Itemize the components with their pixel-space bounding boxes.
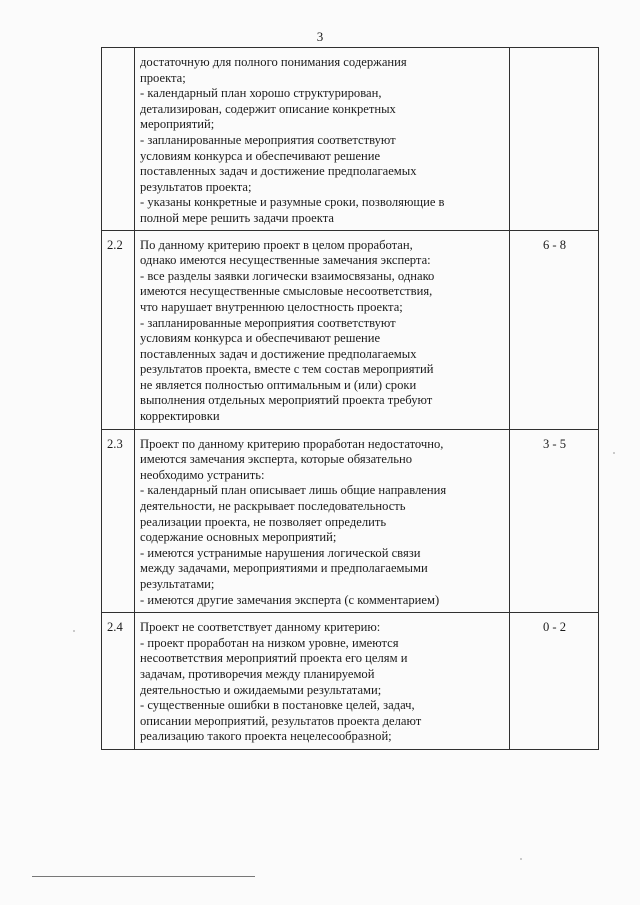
scan-speck: [613, 452, 615, 454]
description-line: выполнения отдельных мероприятий проекта требуют: [140, 393, 433, 408]
description-line: - имеются устранимые нарушения логической связи: [140, 545, 421, 560]
table-row: [102, 429, 599, 613]
criterion-number: 2.3: [102, 429, 135, 613]
description-line: что нарушает внутреннюю целостность проекта;: [140, 299, 403, 314]
scan-artifact-line: [32, 876, 255, 877]
criterion-description: [135, 48, 510, 231]
description-line: проекта;: [140, 70, 186, 85]
criterion-score: 6 - 8: [510, 230, 599, 429]
description-line: описании мероприятий, результатов проекта делают: [140, 713, 422, 728]
description-line: имеются несущественные смысловые несоответствия,: [140, 284, 433, 299]
criterion-description: [135, 429, 510, 613]
description-line: результатами;: [140, 577, 215, 591]
description-line: - календарный план описывает лишь общие направления: [140, 483, 447, 498]
criteria-table: [101, 47, 599, 750]
description-line: детализирован, содержит описание конкретных: [140, 101, 396, 116]
description-line: несоответствия мероприятий проекта его целям и: [140, 651, 408, 666]
description-line: - существенные ошибки в постановке целей, задач,: [140, 698, 415, 713]
description-line: задачам, противоречия между планируемой: [140, 666, 375, 681]
criterion-description: [135, 230, 510, 429]
description-line: условиям конкурса и обеспечивают решение: [140, 148, 381, 163]
description-line: мероприятий;: [140, 117, 215, 132]
description-line: - указаны конкретные и разумные сроки, позволяющие в: [140, 195, 445, 210]
description-line: результатов проекта;: [140, 179, 252, 194]
description-line: не является полностью оптимальным и (или) сроки: [140, 377, 417, 392]
description-line: поставленных задач и достижение предполагаемых: [140, 164, 417, 179]
criterion-description: [135, 613, 510, 750]
description-line: содержание основных мероприятий;: [140, 530, 337, 545]
criterion-score: 0 - 2: [510, 613, 599, 750]
table-row: [102, 613, 599, 750]
description-line: поставленных задач и достижение предполагаемых: [140, 346, 417, 361]
scan-speck: [73, 630, 75, 632]
criterion-score: [510, 48, 599, 231]
description-line: деятельности, не раскрывает последовательность: [140, 499, 406, 514]
description-line: реализацию такого проекта нецелесообразной;: [140, 729, 392, 744]
description-line: - имеются другие замечания эксперта (с комментарием): [140, 592, 440, 607]
description-line: полной мере решить задачи проекта: [140, 210, 334, 225]
description-line: - запланированные мероприятия соответствуют: [140, 315, 396, 330]
criterion-score: 3 - 5: [510, 429, 599, 613]
description-line: Проект не соответствует данному критерию:: [140, 620, 381, 635]
criterion-number: [102, 48, 135, 231]
description-line: корректировки: [140, 409, 220, 424]
criterion-number: 2.2: [102, 230, 135, 429]
description-line: - все разделы заявки логически взаимосвязаны, однако: [140, 268, 435, 283]
description-line: между задачами, мероприятиями и предполагаемыми: [140, 561, 428, 576]
description-line: Проект по данному критерию проработан недостаточно,: [140, 436, 444, 451]
description-line: однако имеются несущественные замечания эксперта:: [140, 253, 431, 268]
page-number: 3: [316, 29, 324, 44]
criterion-number: 2.4: [102, 613, 135, 750]
description-line: результатов проекта, вместе с тем состав мероприятий: [140, 362, 434, 377]
description-line: - календарный план хорошо структурирован,: [140, 86, 382, 101]
description-line: - проект проработан на низком уровне, имеются: [140, 635, 399, 650]
description-line: деятельностью и ожидаемыми результатами;: [140, 682, 382, 697]
criteria-table-body: [102, 48, 599, 750]
description-line: реализации проекта, не позволяет определить: [140, 514, 387, 529]
table-row: [102, 230, 599, 429]
description-line: - запланированные мероприятия соответствуют: [140, 132, 396, 147]
description-line: имеются замечания эксперта, которые обязательно: [140, 452, 413, 467]
description-line: По данному критерию проект в целом проработан,: [140, 237, 413, 252]
description-line: необходимо устранить:: [140, 467, 265, 482]
description-line: условиям конкурса и обеспечивают решение: [140, 331, 381, 346]
table-row: [102, 48, 599, 231]
description-line: достаточную для полного понимания содержания: [140, 55, 407, 69]
scan-speck: [520, 858, 522, 860]
